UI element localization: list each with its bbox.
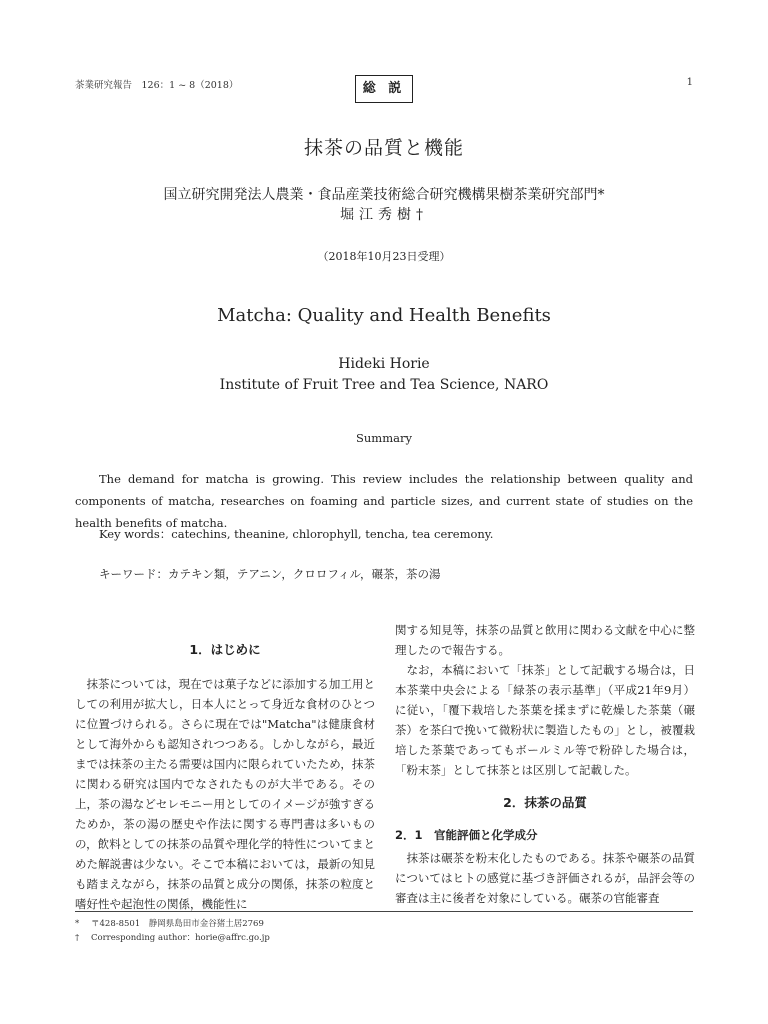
footnote-address: [75, 917, 264, 929]
page-number: 1: [686, 77, 693, 88]
section-2-heading: 2．抹茶の品質: [503, 795, 587, 810]
footnote-divider: [75, 911, 693, 912]
footnote-text: 〒428-8501 静岡県島田市金谷猪土居2769: [91, 919, 264, 929]
section-type-box: 総 説: [355, 75, 413, 103]
keywords-japanese: キーワード：カテキン類，テアニン，クロロフィル，碾茶，茶の湯: [99, 567, 441, 581]
section-1-paragraph-2: なお，本稿において「抹茶」として記載する場合は，日本茶業中央会による「緑茶の表示基準」（平成21年9月）に従い，「覆下栽培した茶葉を揉まずに乾燥した茶葉（碾茶）を茶臼で挽いて微粉状に製造したもの」とし，被覆栽培した茶葉であってもボールミル等で粉砕した場合は，「粉末茶」として抹茶とは区別して記載した。: [395, 663, 695, 777]
section-2-1-heading: 2．1 官能評価と化学成分: [395, 828, 538, 842]
footnote-mark: *: [75, 919, 80, 929]
title-english: Matcha: Quality and Health Benefits: [217, 305, 551, 326]
summary-body: The demand for matcha is growing. This review includes the relationship between quality and components of matcha, researches on foaming and particle sizes, and current state of studies on the health benefits of matcha.: [75, 472, 693, 530]
left-column: [75, 674, 375, 914]
affiliation-japanese: 国立研究開発法人農業・食品産業技術総合研究機構果樹茶業研究部門*: [163, 187, 605, 203]
right-column: [395, 620, 695, 780]
footnote-corresponding: [75, 931, 270, 943]
section-1-paragraph-1-continued: 関する知見等，抹茶の品質と飲用に関わる文献を中心に整理したので報告する。: [395, 623, 695, 657]
received-date: （2018年10月23日受理）: [317, 250, 451, 263]
journal-citation: 茶業研究報告 126：1 ~ 8（2018）: [75, 80, 239, 91]
summary-heading: Summary: [356, 431, 412, 445]
institute-english: Institute of Fruit Tree and Tea Science, NARO: [219, 377, 549, 393]
section-2-1-paragraph-1: 抹茶は碾茶を粉末化したものである。抹茶や碾茶の品質についてはヒトの感覚に基づき評価されるが，品評会等の審査は主に後者を対象にしている。碾茶の官能審査: [395, 851, 695, 905]
footnote-text: Corresponding author：horie@affrc.go.jp: [91, 933, 270, 943]
summary-text: [75, 468, 693, 534]
section-1-paragraph-1: 抹茶については，現在では菓子などに添加する加工用としての利用が拡大し，日本人にとって身近な食材のひとつに位置づけられる。さらに現在では"Matcha"は健康食材として海外からも認知されつつある。しかしながら，最近までは抹茶の主たる需要は国内に限られていたため，抹茶に関わる研究は国内でなされたものが大半である。その上，茶の湯などセレモニー用としてのイメージが強すぎるためか，茶の湯の歴史や作法に関する専門書は多いものの，飲料としての抹茶の品質や理化学的特性についてまとめた解説書は少ない。そこで本稿においては，最新の知見も踏まえながら，抹茶の品質と成分の関係，抹茶の粒度と嗜好性や起泡性の関係，機能性に: [75, 677, 375, 911]
author-english: Hideki Horie: [338, 356, 430, 372]
title-japanese: 抹茶の品質と機能: [303, 137, 464, 159]
keywords-english: Key words：catechins, theanine, chlorophyll, tencha, tea ceremony.: [99, 527, 494, 541]
right-column-lower: [395, 848, 695, 908]
footnote-mark: †: [75, 933, 80, 943]
section-1-heading: 1．はじめに: [189, 642, 261, 657]
author-japanese: 堀江秀樹†: [340, 207, 428, 223]
